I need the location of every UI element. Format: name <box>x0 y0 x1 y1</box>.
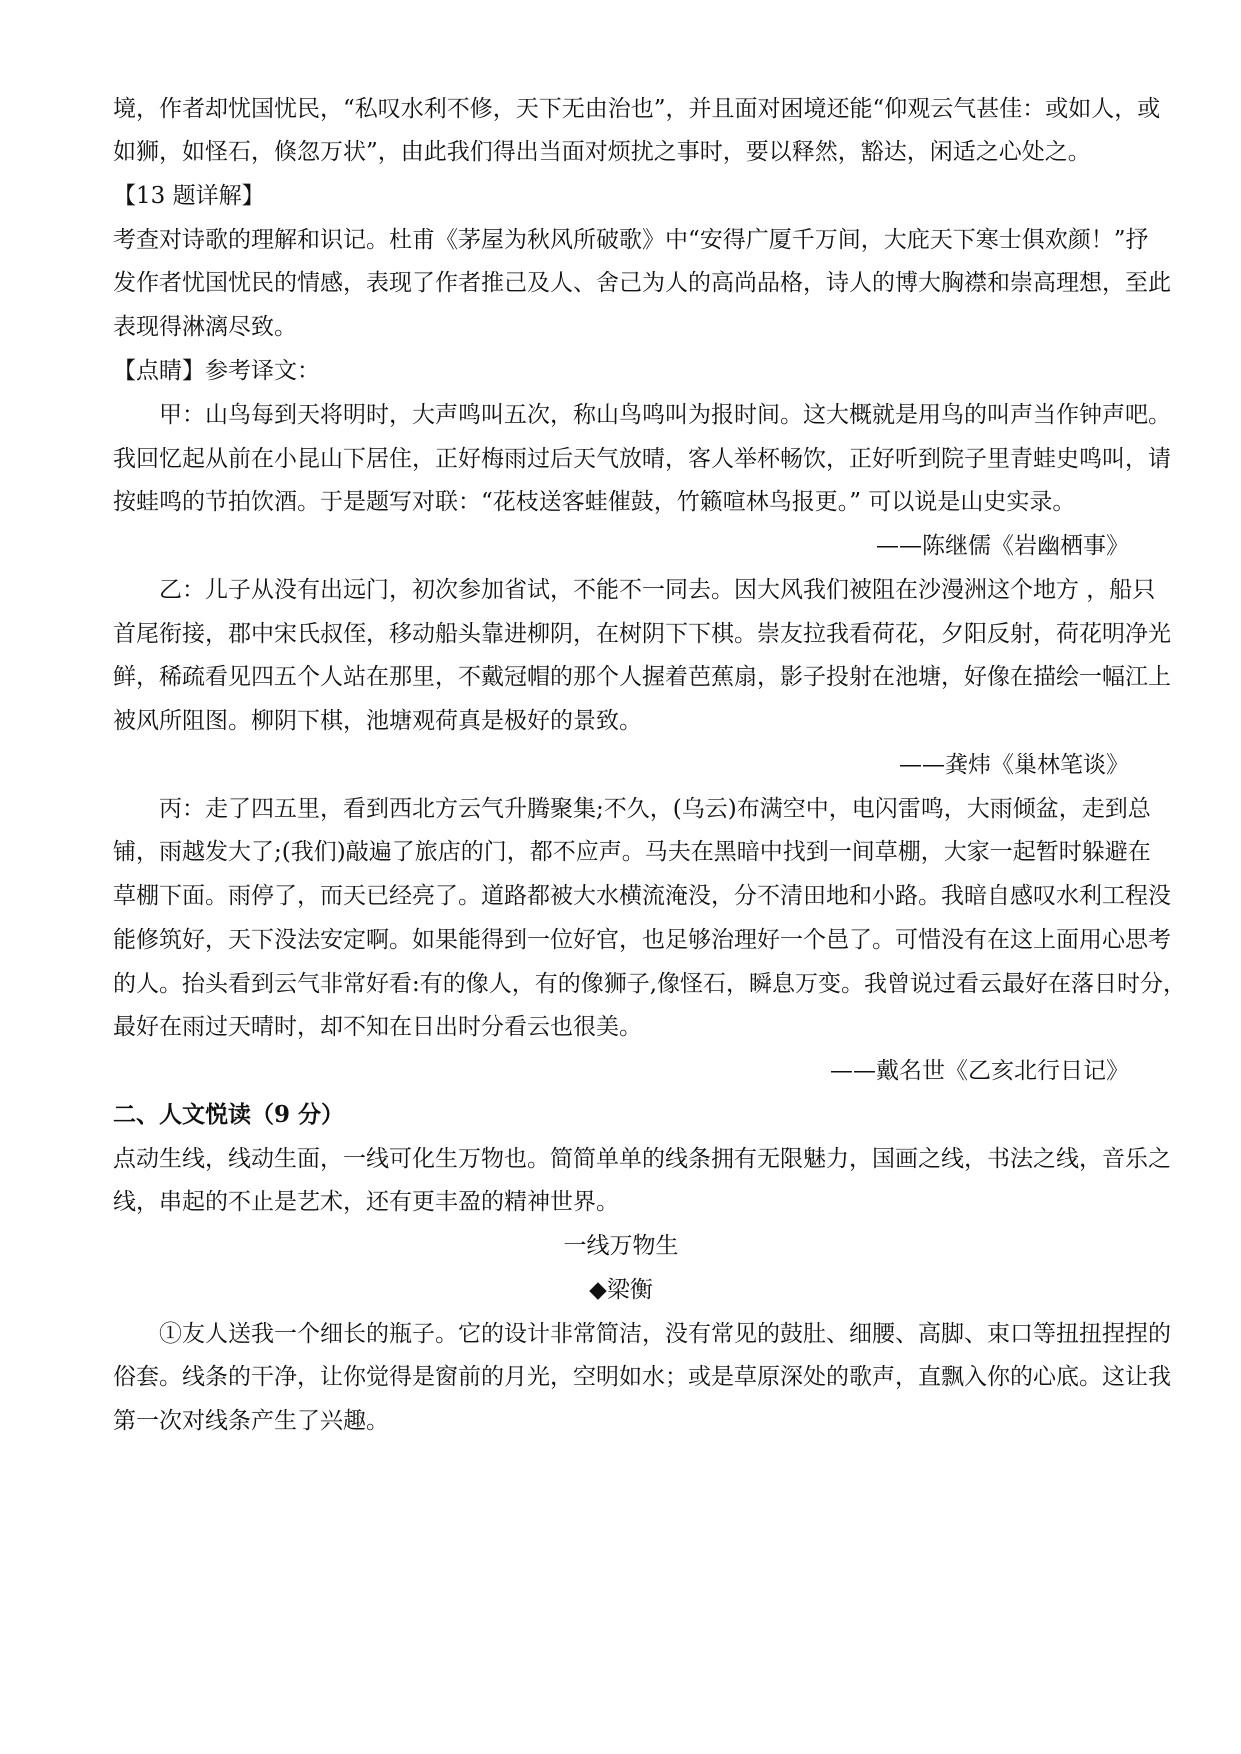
body-text-line: 能修筑好，天下没法安定啊。如果能得到一位好官，也足够治理好一个邑了。可惜没有在这上面用心思考 <box>113 927 1171 953</box>
body-text-line: 线，串起的不止是艺术，还有更丰盈的精神世界。 <box>113 1189 619 1215</box>
body-text-line: 第一次对线条产生了兴趣。 <box>113 1408 389 1434</box>
body-text-line: 铺，雨越发大了;(我们)敲遍了旅店的门，都不应声。马夫在黑暗中找到一间草棚，大家一起暂时躲避在 <box>113 839 1151 865</box>
body-text-line: 的人。抬头看到云气非常好看:有的像人，有的像狮子,像怪石，瞬息万变。我曾说过看云最好在落日时分， <box>113 971 1187 997</box>
body-text-line: 表现得淋漓尽致。 <box>113 314 297 340</box>
body-text-line: 考查对诗歌的理解和识记。杜甫《茅屋为秋风所破歌》中“安得广厦千万间，大庇天下寒士俱欢颜！”抒 <box>113 227 1149 253</box>
body-text-line: 最好在雨过天晴时，却不知在日出时分看云也很美。 <box>113 1014 642 1040</box>
body-text-line: 鲜，稀疏看见四五个人站在那里，不戴冠帽的那个人握着芭蕉扇，影子投射在池塘，好像在描绘一幅江上 <box>113 664 1171 690</box>
section-heading: 二、人文悦读（9 分） <box>113 1101 345 1128</box>
attribution: ——戴名世《乙亥北行日记》 <box>830 1058 1129 1084</box>
body-text-line: ①友人送我一个细长的瓶子。它的设计非常简洁，没有常见的鼓肚、细腰、高脚、束口等扭扭捏捏的 <box>113 1321 1171 1347</box>
body-text-line: 草棚下面。雨停了，而天已经亮了。道路都被大水横流淹没，分不清田地和小路。我暗自感叹水利工程没 <box>113 883 1171 909</box>
body-text-line: 我回忆起从前在小昆山下居住，正好梅雨过后天气放晴，客人举杯畅饮，正好听到院子里青蛙史鸣叫，请 <box>113 446 1171 472</box>
attribution: ——陈继儒《岩幽栖事》 <box>876 533 1129 559</box>
body-text-line: 发作者忧国忧民的情感，表现了作者推己及人、舍己为人的高尚品格，诗人的博大胸襟和崇高理想，至此 <box>113 270 1171 296</box>
attribution: ——龚炜《巢林笔谈》 <box>899 752 1129 778</box>
body-text-line: 如狮，如怪石，倏忽万状”，由此我们得出当面对烦扰之事时，要以释然，豁达，闲适之心处之。 <box>113 139 1091 165</box>
body-text-line: 甲：山鸟每到天将明时，大声鸣叫五次，称山鸟鸣叫为报时间。这大概就是用鸟的叫声当作钟声吧。 <box>113 402 1171 428</box>
body-text-line: 乙：儿子从没有出远门，初次参加省试，不能不一同去。因大风我们被阻在沙漫洲这个地方 ，船只 <box>113 577 1156 603</box>
body-text-line: 境，作者却忧国忧民，“私叹水利不修，天下无由治也”，并且面对困境还能“仰观云气甚佳：或如人，或 <box>113 96 1161 122</box>
body-text-line: 被风所阻图。柳阴下棋，池塘观荷真是极好的景致。 <box>113 708 642 734</box>
body-text-line: 首尾衔接，郡中宋氏叔侄，移动船头靠进柳阴，在树阴下下棋。崇友拉我看荷花，夕阳反射，荷花明净光 <box>113 621 1171 647</box>
article-title: 一线万物生 <box>563 1233 679 1259</box>
article-author: ◆梁衡 <box>589 1277 653 1303</box>
body-text-line: 按蛙鸣的节拍饮酒。于是题写对联：“花枝送客蛙催鼓，竹籁喧林鸟报更。” 可以说是山史实录。 <box>113 489 1076 515</box>
body-text-line: 点动生线，线动生面，一线可化生万物也。简简单单的线条拥有无限魅力，国画之线，书法之线，音乐之 <box>113 1146 1171 1172</box>
body-text-line: 俗套。线条的干净，让你觉得是窗前的月光，空明如水；或是草原深处的歌声，直飘入你的心底。这让我 <box>113 1364 1171 1390</box>
body-text-line: 丙：走了四五里，看到西北方云气升腾聚集;不久，(乌云)布满空中，电闪雷鸣，大雨倾盆，走到总 <box>113 796 1151 822</box>
section-heading: 【13 题详解】 <box>113 183 265 209</box>
section-heading: 【点睛】参考译文： <box>113 358 320 384</box>
